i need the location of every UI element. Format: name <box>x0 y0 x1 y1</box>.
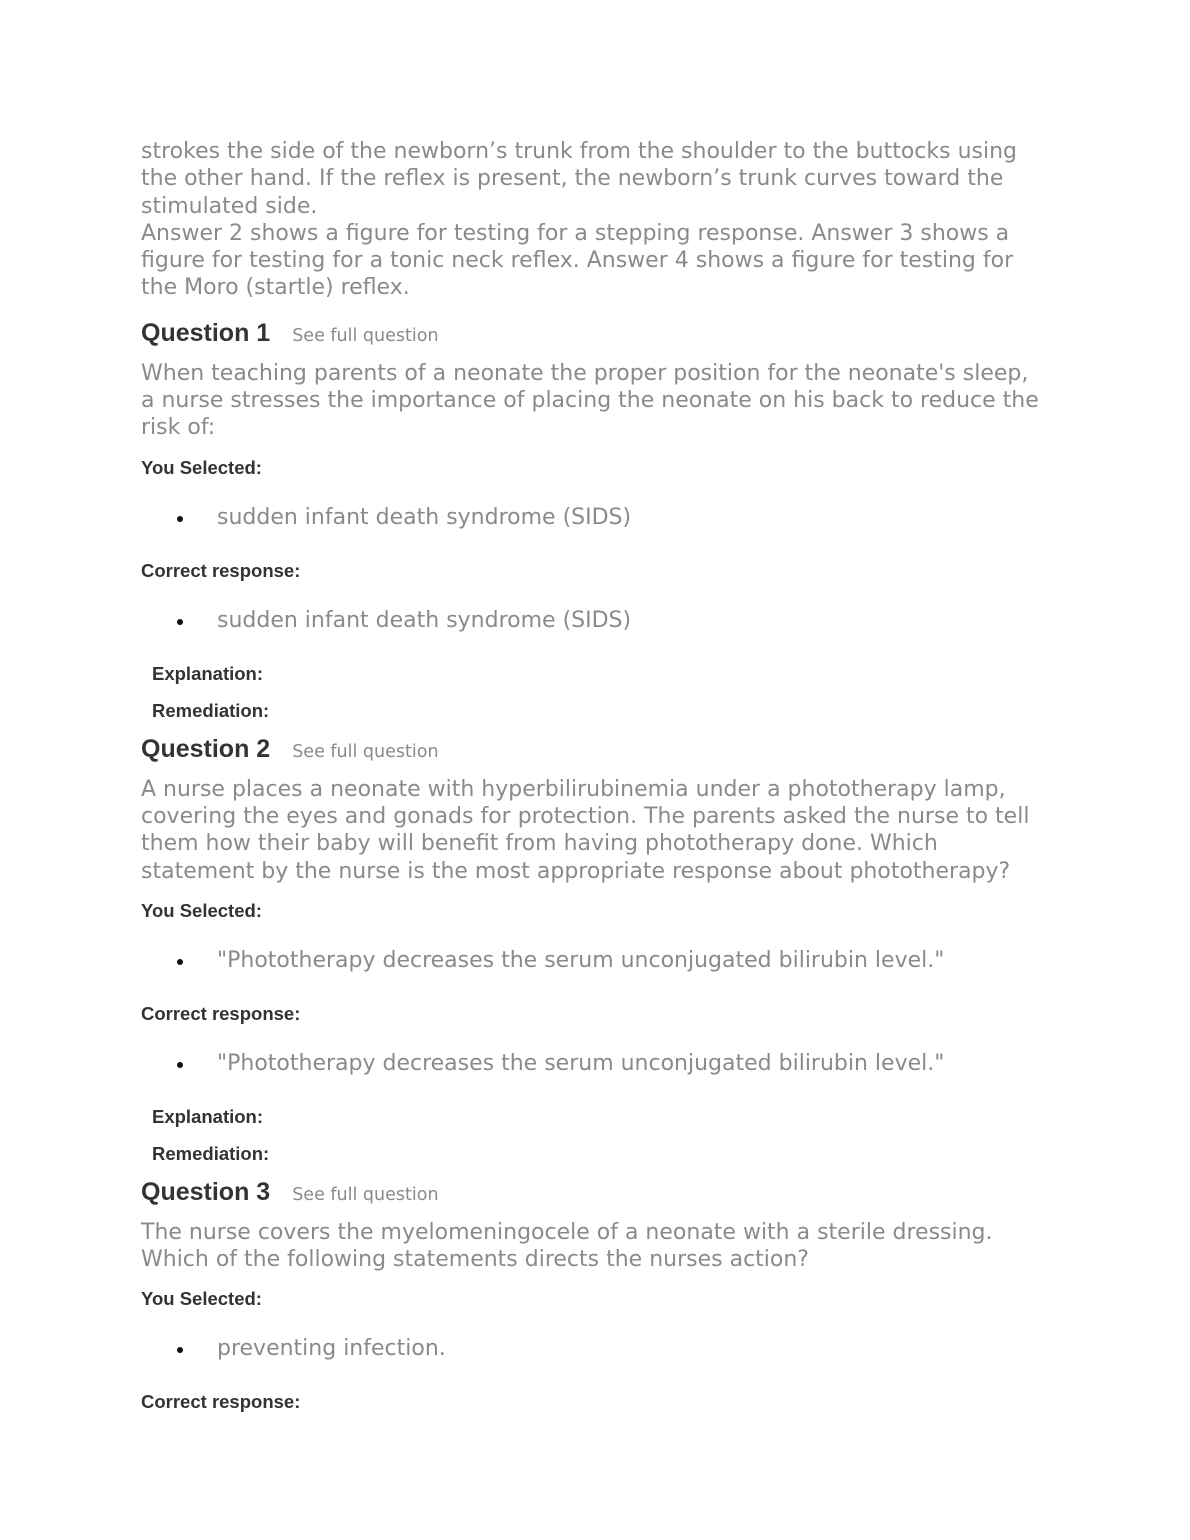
see-full-question-link[interactable]: See full question <box>292 741 439 762</box>
bullet-icon <box>177 1347 183 1353</box>
document-page <box>141 138 1046 1413</box>
correct-answer-text: sudden infant death syndrome (SIDS) <box>217 607 632 633</box>
correct-answer-list <box>141 1050 1046 1077</box>
question-header <box>141 735 1046 765</box>
remediation-label: Remediation: <box>152 1142 270 1164</box>
correct-answer <box>141 1050 1046 1077</box>
selected-answer <box>141 947 1046 974</box>
correct-answer <box>141 607 1046 634</box>
question-block-3 <box>141 1178 1046 1414</box>
selected-answer-list <box>141 1335 1046 1362</box>
correct-answer-text: "Phototherapy decreases the serum unconjugated bilirubin level." <box>217 1050 945 1076</box>
selected-answer <box>141 504 1046 531</box>
selected-answer-text: preventing infection. <box>217 1336 446 1362</box>
selected-answer-text: sudden infant death syndrome (SIDS) <box>217 504 632 530</box>
bullet-icon <box>177 959 183 965</box>
selected-answer-list <box>141 504 1046 531</box>
correct-answer-list <box>141 607 1046 634</box>
you-selected-label: You Selected: <box>141 899 262 921</box>
you-selected-label: You Selected: <box>141 1288 262 1310</box>
explanation-label: Explanation: <box>152 1105 264 1127</box>
see-full-question-link[interactable]: See full question <box>292 325 439 346</box>
question-header <box>141 319 1046 349</box>
selected-answer <box>141 1335 1046 1362</box>
correct-response-label: Correct response: <box>141 1391 301 1413</box>
question-text: The nurse covers the myelomeningocele of a neonate with a sterile dressing. Which of the following statements directs the nurses action? <box>141 1219 993 1273</box>
bullet-icon <box>177 516 183 522</box>
bullet-icon <box>177 619 183 625</box>
bullet-icon <box>177 1062 183 1068</box>
question-header <box>141 1178 1046 1208</box>
question-block-1 <box>141 319 1046 722</box>
intro-paragraph-1: strokes the side of the newborn’s trunk from the shoulder to the buttocks using the other hand. If the reflex is present, the newborn’s trunk curves toward the stimulated side. <box>141 139 1018 219</box>
question-title: Question 3 <box>141 1177 271 1206</box>
explanation-label: Explanation: <box>152 662 264 684</box>
see-full-question-link[interactable]: See full question <box>292 1184 439 1205</box>
remediation-label: Remediation: <box>152 699 270 721</box>
question-title: Question 1 <box>141 318 271 347</box>
you-selected-label: You Selected: <box>141 456 262 478</box>
selected-answer-list <box>141 947 1046 974</box>
selected-answer-text: "Phototherapy decreases the serum unconjugated bilirubin level." <box>217 947 945 973</box>
question-block-2 <box>141 735 1046 1165</box>
question-text: A nurse places a neonate with hyperbilirubinemia under a phototherapy lamp, covering the eyes and gonads for protection. The parents asked the nurse to tell them how their baby will benefit from having phototherapy done. Which statement by the nurse is the most appropriate response about phototherapy? <box>141 776 1030 884</box>
intro-paragraph-2: Answer 2 shows a figure for testing for a stepping response. Answer 3 shows a figure for testing for a tonic neck reflex. Answer 4 shows a figure for testing for the Moro (startle) reflex. <box>141 220 1014 301</box>
question-title: Question 2 <box>141 734 271 763</box>
correct-response-label: Correct response: <box>141 559 301 581</box>
correct-response-label: Correct response: <box>141 1002 301 1024</box>
question-text: When teaching parents of a neonate the proper position for the neonate's sleep, a nurse stresses the importance of placing the neonate on his back to reduce the risk of: <box>141 360 1039 441</box>
